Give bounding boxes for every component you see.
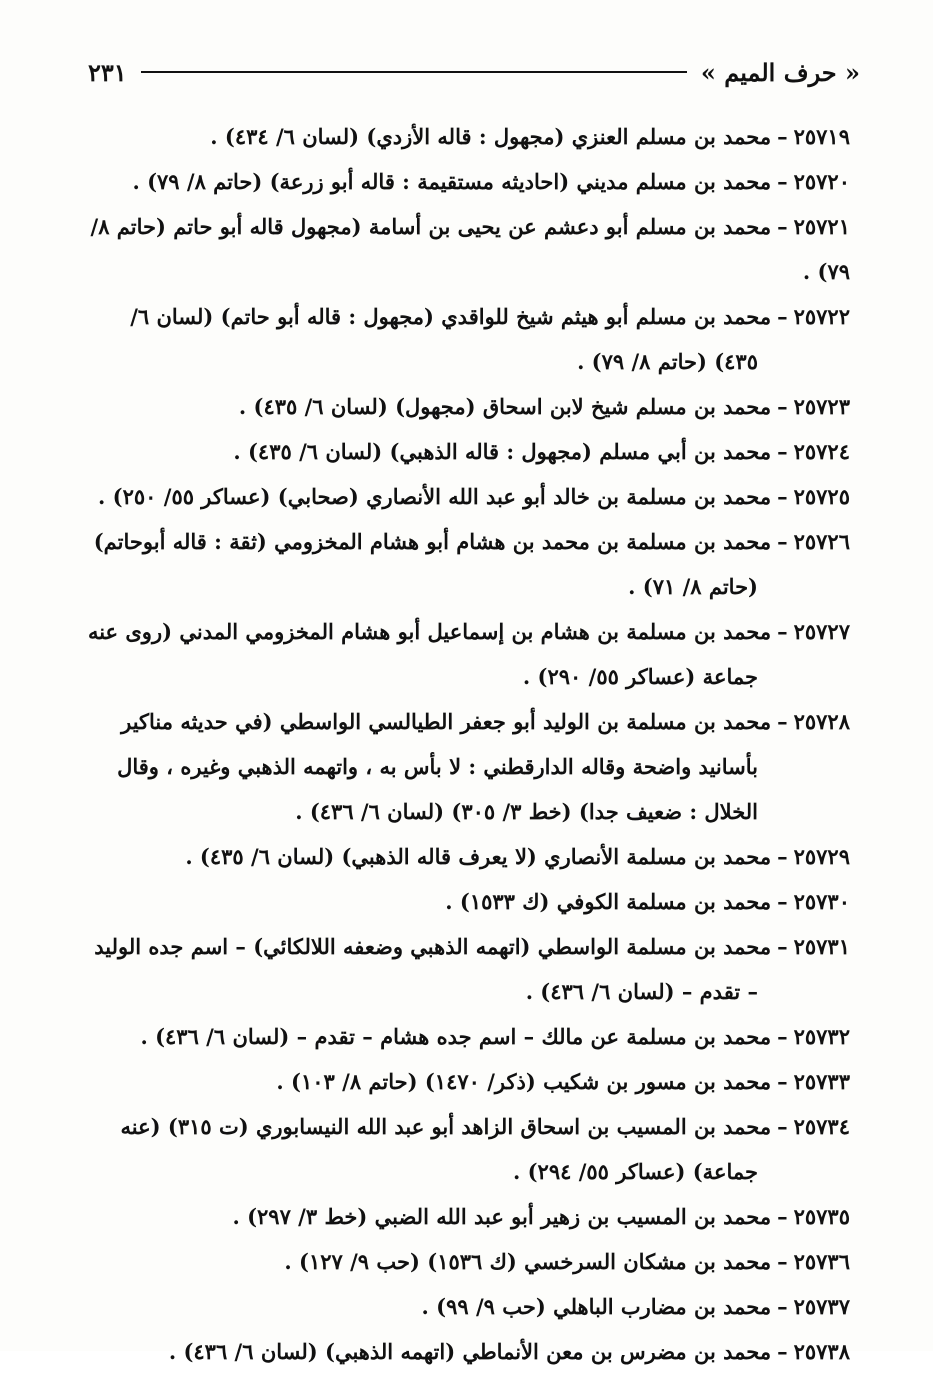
entry-number: ٢٥٧٢٤ — [793, 439, 850, 464]
entry-dash: – — [777, 394, 788, 419]
list-item — [86, 1104, 850, 1194]
entry-number: ٢٥٧٢١ — [793, 214, 850, 239]
list-item — [86, 519, 850, 609]
entry-text: محمد بن مسلمة بن خالد أبو عبد الله الأنصاري (صحابي) (عساكر ٥٥/ ٢٥٠) . — [98, 484, 772, 509]
entry-dash: – — [777, 1069, 788, 1094]
entry-text: محمد بن مسلم العنزي (مجهول : قاله الأزدي) (لسان ٦/ ٤٣٤) . — [210, 124, 772, 149]
list-item — [86, 699, 850, 834]
page-header — [88, 52, 860, 92]
list-item — [86, 924, 850, 1014]
entry-number: ٢٥٧٢٢ — [793, 304, 850, 329]
list-item — [86, 1329, 850, 1374]
entry-dash: – — [777, 1204, 788, 1229]
list-item — [86, 1239, 850, 1284]
list-item — [86, 879, 850, 924]
list-item — [86, 474, 850, 519]
entry-number: ٢٥٧٣٤ — [793, 1114, 850, 1139]
entry-number: ٢٥٧٣٨ — [793, 1339, 850, 1364]
entry-dash: – — [777, 484, 788, 509]
list-item — [86, 294, 850, 384]
entry-number: ٢٥٧٣٧ — [793, 1294, 850, 1319]
entry-dash: – — [777, 1249, 788, 1274]
entry-dash: – — [777, 304, 788, 329]
entry-number: ٢٥٧٣٦ — [793, 1249, 850, 1274]
entry-text: محمد بن مسلم مديني (احاديثه مستقيمة : قاله أبو زرعة) (حاتم ٨/ ٧٩) . — [132, 169, 772, 194]
entry-number: ٢٥٧٣٥ — [793, 1204, 850, 1229]
entry-text: محمد بن مسور بن شكيب (ذكر/ ١٤٧٠) (حاتم ٨/ ١٠٣) . — [276, 1069, 772, 1094]
entry-text: محمد بن مسلمة الكوفي (ك ١٥٣٣) . — [445, 889, 772, 914]
entry-text: محمد بن مضارب الباهلي (حب ٩/ ٩٩) . — [421, 1294, 772, 1319]
entry-dash: – — [777, 1024, 788, 1049]
entry-dash: – — [777, 709, 788, 734]
list-item — [86, 1059, 850, 1104]
entry-list — [86, 114, 850, 1374]
list-item — [86, 429, 850, 474]
list-item — [86, 834, 850, 879]
entry-text: محمد بن مسلمة بن الوليد أبو جعفر الطيالسي الواسطي (في حديثه مناكير بأسانيد واضحة وقاله الدارقطني : لا بأس به ، واتهمه الذهبي وغيره ، وقال الخلال : ضعيف جدا) (خط ٣/ ٣٠٥) (لسان ٦/ ٤٣٦) . — [117, 709, 772, 824]
list-item — [86, 609, 850, 699]
entry-text: محمد بن المسيب بن زهير أبو عبد الله الضبي (خط ٣/ ٢٩٧) . — [232, 1204, 772, 1229]
chapter-title: « حرف الميم » — [700, 57, 860, 87]
entry-text: محمد بن المسيب بن اسحاق الزاهد أبو عبد الله النيسابوري (ت ٣١٥) (عنه جماعة) (عساكر ٥٥/ ٢٩٤) . — [120, 1114, 772, 1184]
entry-text: محمد بن مضرس بن معن الأنماطي (اتهمه الذهبي) (لسان ٦/ ٤٣٦) . — [168, 1339, 772, 1364]
entry-dash: – — [777, 934, 788, 959]
page-number: ٢٣١ — [88, 57, 127, 87]
entry-dash: – — [777, 1114, 788, 1139]
entry-number: ٢٥٧٢٧ — [793, 619, 850, 644]
list-item — [86, 159, 850, 204]
entry-dash: – — [777, 1294, 788, 1319]
entry-text: محمد بن مسلم أبو دعشم عن يحيى بن أسامة (مجهول قاله أبو حاتم (حاتم ٨/ ٧٩) . — [90, 214, 850, 284]
list-item — [86, 1284, 850, 1329]
entry-text: محمد بن مسلم أبو هيثم شيخ للواقدي (مجهول : قاله أبو حاتم) (لسان ٦/ ٤٣٥) (حاتم ٨/ ٧٩) . — [130, 304, 772, 374]
entry-dash: – — [777, 619, 788, 644]
entry-number: ٢٥٧٢٦ — [793, 529, 850, 554]
entry-text: محمد بن مسلمة بن محمد بن هشام أبو هشام المخزومي (ثقة : قاله أبوحاتم) (حاتم ٨/ ٧١) . — [93, 529, 772, 599]
entry-text: محمد بن مسلمة الأنصاري (لا يعرف قاله الذهبي) (لسان ٦/ ٤٣٥) . — [185, 844, 772, 869]
entry-dash: – — [777, 844, 788, 869]
entry-number: ٢٥٧٢٩ — [793, 844, 850, 869]
entry-text: محمد بن مسلمة بن هشام بن إسماعيل أبو هشام المخزومي المدني (روى عنه جماعة (عساكر ٥٥/ ٢٩٠) . — [87, 619, 772, 689]
entry-dash: – — [777, 529, 788, 554]
list-item — [86, 1014, 850, 1059]
entry-text: محمد بن أبي مسلم (مجهول : قاله الذهبي) (لسان ٦/ ٤٣٥) . — [233, 439, 772, 464]
header-rule — [141, 71, 687, 73]
list-item — [86, 1194, 850, 1239]
entry-text: محمد بن مسلم شيخ لابن اسحاق (مجهول) (لسان ٦/ ٤٣٥) . — [238, 394, 772, 419]
entry-text: محمد بن مشكان السرخسي (ك ١٥٣٦) (حب ٩/ ١٢٧) . — [284, 1249, 772, 1274]
entry-dash: – — [777, 889, 788, 914]
entry-text: محمد بن مسلمة عن مالك – اسم جده هشام – تقدم – (لسان ٦/ ٤٣٦) . — [140, 1024, 772, 1049]
list-item — [86, 114, 850, 159]
list-item — [86, 204, 850, 294]
entry-dash: – — [777, 439, 788, 464]
entry-dash: – — [777, 1339, 788, 1364]
entry-number: ٢٥٧٢٥ — [793, 484, 850, 509]
entry-number: ٢٥٧٣١ — [793, 934, 850, 959]
entry-number: ٢٥٧٣٢ — [793, 1024, 850, 1049]
entry-number: ٢٥٧٢٨ — [793, 709, 850, 734]
list-item — [86, 384, 850, 429]
entry-number: ٢٥٧٣٣ — [793, 1069, 850, 1094]
entry-text: محمد بن مسلمة الواسطي (اتهمه الذهبي وضعفه اللالكائي) – اسم جده الوليد – تقدم – (لسان ٦/ ٤٣٦) . — [94, 934, 772, 1004]
entry-dash: – — [777, 169, 788, 194]
entry-dash: – — [777, 124, 788, 149]
entry-number: ٢٥٧١٩ — [793, 124, 850, 149]
entry-number: ٢٥٧٣٠ — [793, 889, 850, 914]
entry-number: ٢٥٧٢٣ — [793, 394, 850, 419]
entry-number: ٢٥٧٢٠ — [793, 169, 850, 194]
entry-dash: – — [777, 214, 788, 239]
